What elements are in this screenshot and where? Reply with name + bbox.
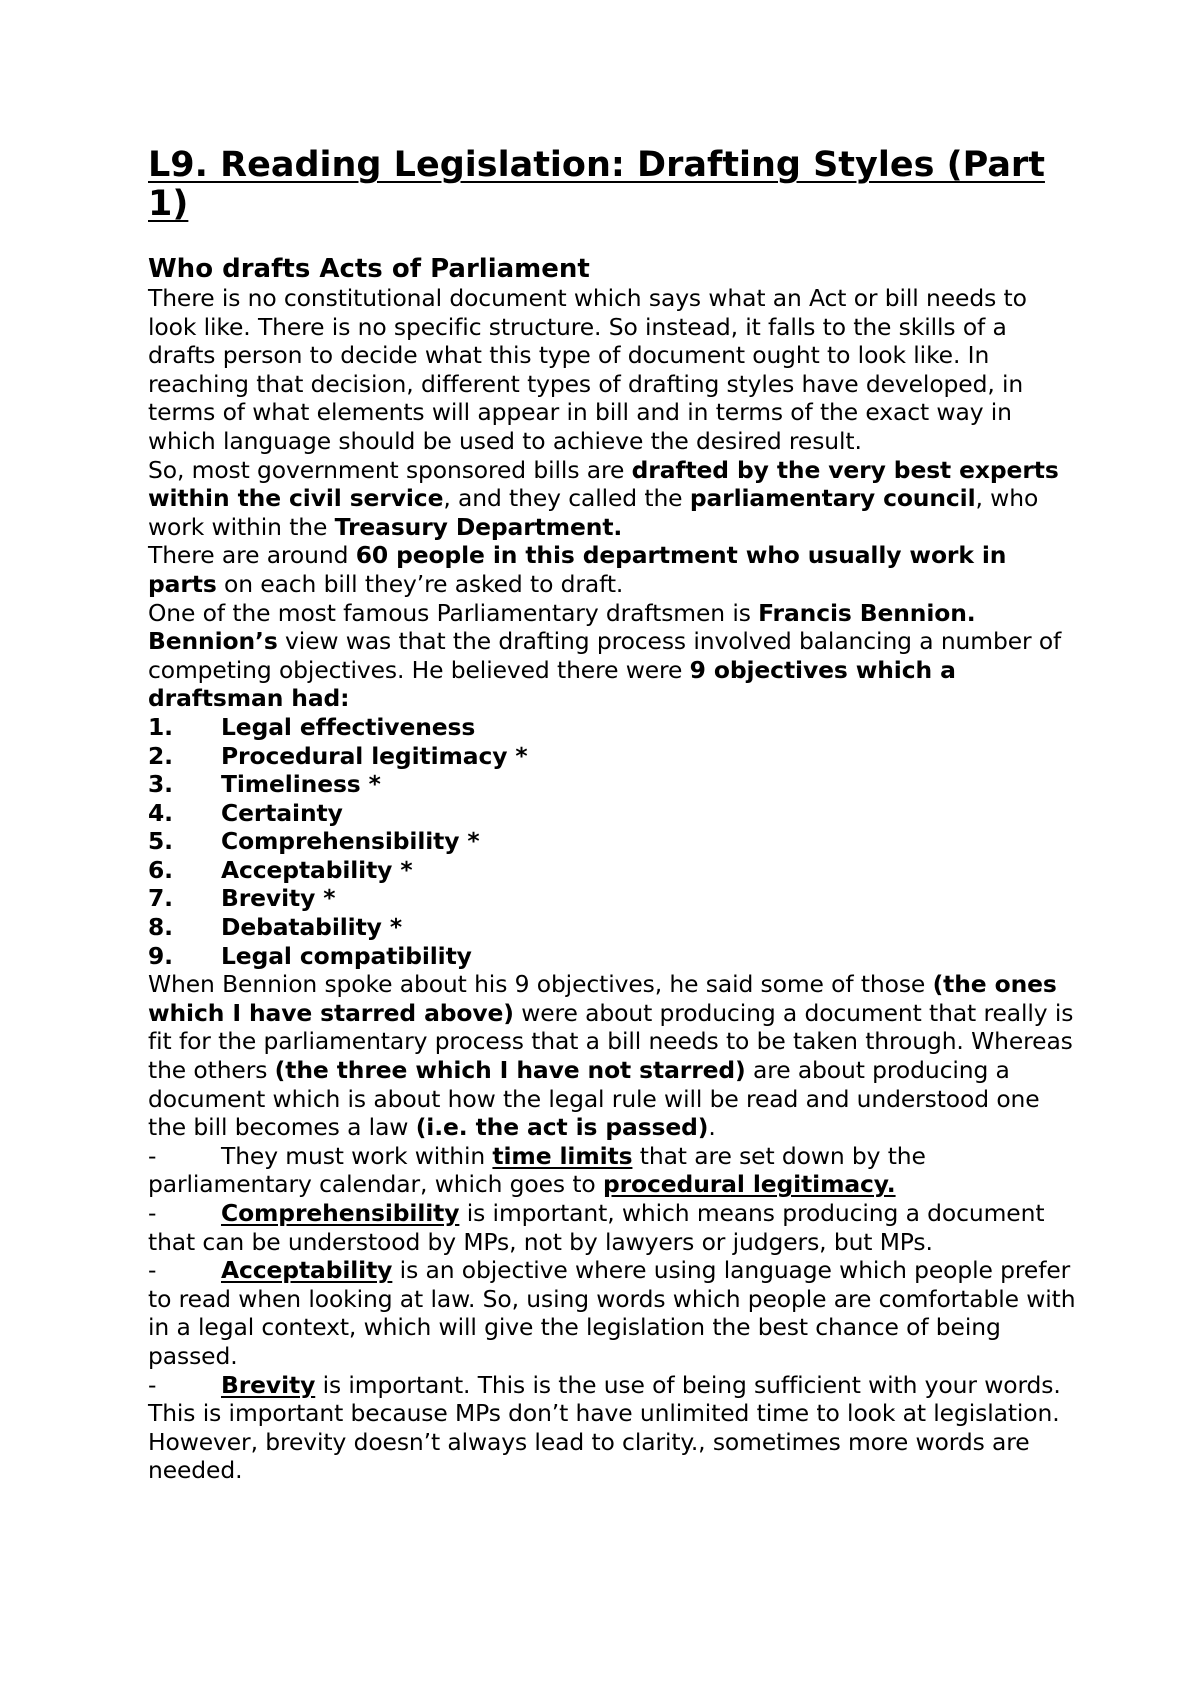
underlined-term: Comprehensibility [221, 1199, 460, 1227]
bold-run: parliamentary council [689, 484, 976, 513]
list-label: Timeliness * [221, 770, 381, 799]
dash-marker: - [148, 1256, 157, 1285]
bold-run: Bennion’s [148, 627, 278, 656]
list-label: Certainty [221, 798, 343, 827]
text-run: is an objective where using language which people prefer to read when looking at law. So, using words which people are comfortable with in a legal context, which will give the legislation the best chance of being passed. [148, 1256, 1076, 1370]
list-label: Legal effectiveness [221, 712, 476, 741]
list-label: Brevity * [221, 884, 336, 913]
list-item [148, 942, 1078, 971]
text-run: is important. This is the use of being sufficient with your words. This is important because MPs don’t have unlimited time to look at legislation. However, brevity doesn’t always lead to clarity., sometimes more words are needed. [148, 1370, 1061, 1485]
bold-run: 60 people in this department who usually work in parts [148, 541, 1007, 598]
list-number: 7. [148, 884, 173, 913]
bold-run: Francis Bennion. [758, 598, 976, 627]
list-item [148, 913, 1078, 942]
bold-run: (i.e. the act is passed) [415, 1113, 709, 1142]
text-run: that are set down by the parliamentary calendar, which goes to [148, 1141, 926, 1199]
list-label: Legal compatibility [221, 941, 472, 970]
list-number: 5. [148, 827, 173, 856]
list-label: Acceptability * [221, 855, 413, 884]
dash-marker: - [148, 1141, 157, 1170]
text-run: There are around [148, 541, 356, 570]
list-label: Comprehensibility * [221, 827, 480, 856]
bennion-paragraph [148, 599, 1078, 713]
list-item [148, 884, 1078, 913]
list-number: 6. [148, 855, 173, 884]
bold-run: Treasury Department. [334, 512, 623, 541]
bullet-brevity [148, 1371, 1078, 1485]
document-page [148, 146, 1078, 1485]
objectives-list [148, 713, 1078, 970]
text-run: on each bill they’re asked to draft. [216, 569, 624, 598]
list-item [148, 799, 1078, 828]
list-number: 8. [148, 913, 173, 942]
list-number: 3. [148, 770, 173, 799]
drafters-paragraph [148, 456, 1078, 542]
bullet-comprehensibility [148, 1199, 1078, 1256]
list-number: 9. [148, 941, 173, 970]
dash-marker: - [148, 1370, 157, 1399]
underlined-term: procedural legitimacy. [602, 1170, 896, 1199]
list-item [148, 856, 1078, 885]
intro-paragraph: There is no constitutional document which says what an Act or bill needs to look like. There is no specific structure. So instead, it falls to the skills of a drafts person to decide what this type of document ought to look like. In reaching that decision, different types of drafting styles have developed, in terms of what elements will appear in bill and in terms of the exact way in which language should be used to achieve the desired result. [148, 284, 1027, 455]
bullet-acceptability [148, 1256, 1078, 1370]
list-number: 1. [148, 712, 173, 741]
department-paragraph [148, 541, 1078, 598]
list-label: Debatability * [221, 913, 402, 942]
text-run: When Bennion spoke about his 9 objectives, he said some of those [148, 970, 933, 999]
dash-marker: - [148, 1199, 157, 1227]
text-run: So, most government sponsored bills are [148, 455, 632, 484]
text-run: One of the most famous Parliamentary draftsmen is [148, 598, 759, 627]
text-run: . [708, 1113, 716, 1142]
document-body [148, 284, 1078, 1485]
list-number: 4. [148, 798, 173, 827]
bullet-time-limits [148, 1142, 1078, 1199]
section-heading: Who drafts Acts of Parliament [148, 254, 590, 284]
text-run: , and they called the [443, 484, 690, 513]
page-title: L9. Reading Legislation: Drafting Styles (Part 1) [148, 145, 1045, 224]
text-run: , who work within the [148, 484, 1039, 541]
underlined-term: Brevity [221, 1370, 316, 1399]
bold-run: drafted by the very best experts within the civil service [148, 455, 1059, 513]
bold-run: 9 objectives which a draftsman had: [148, 655, 956, 713]
underlined-term: Acceptability [221, 1256, 393, 1285]
text-run: view was that the drafting process involved balancing a number of competing objectives. He believed there were [148, 627, 1062, 684]
list-number: 2. [148, 741, 173, 770]
text-run: were about producing a document that really is fit for the parliamentary process that a bill needs to be taken through. Whereas the others [148, 998, 1074, 1085]
list-item [148, 713, 1078, 742]
list-label: Procedural legitimacy * [221, 741, 528, 770]
objectives-explanation-paragraph [148, 970, 1078, 1142]
bold-run: (the ones which I have starred above) [148, 970, 1057, 1027]
text-run: are about producing a document which is about how the legal rule will be read and understood one the bill becomes a law [148, 1056, 1040, 1142]
underlined-term: time limits [492, 1141, 633, 1170]
text-run: They must work within [221, 1141, 493, 1170]
list-item [148, 827, 1078, 856]
list-item [148, 742, 1078, 771]
list-item [148, 770, 1078, 799]
text-run: is important, which means producing a document that can be understood by MPs, not by lawyers or judgers, but MPs. [148, 1199, 1045, 1256]
bold-run: (the three which I have not starred) [274, 1056, 746, 1085]
